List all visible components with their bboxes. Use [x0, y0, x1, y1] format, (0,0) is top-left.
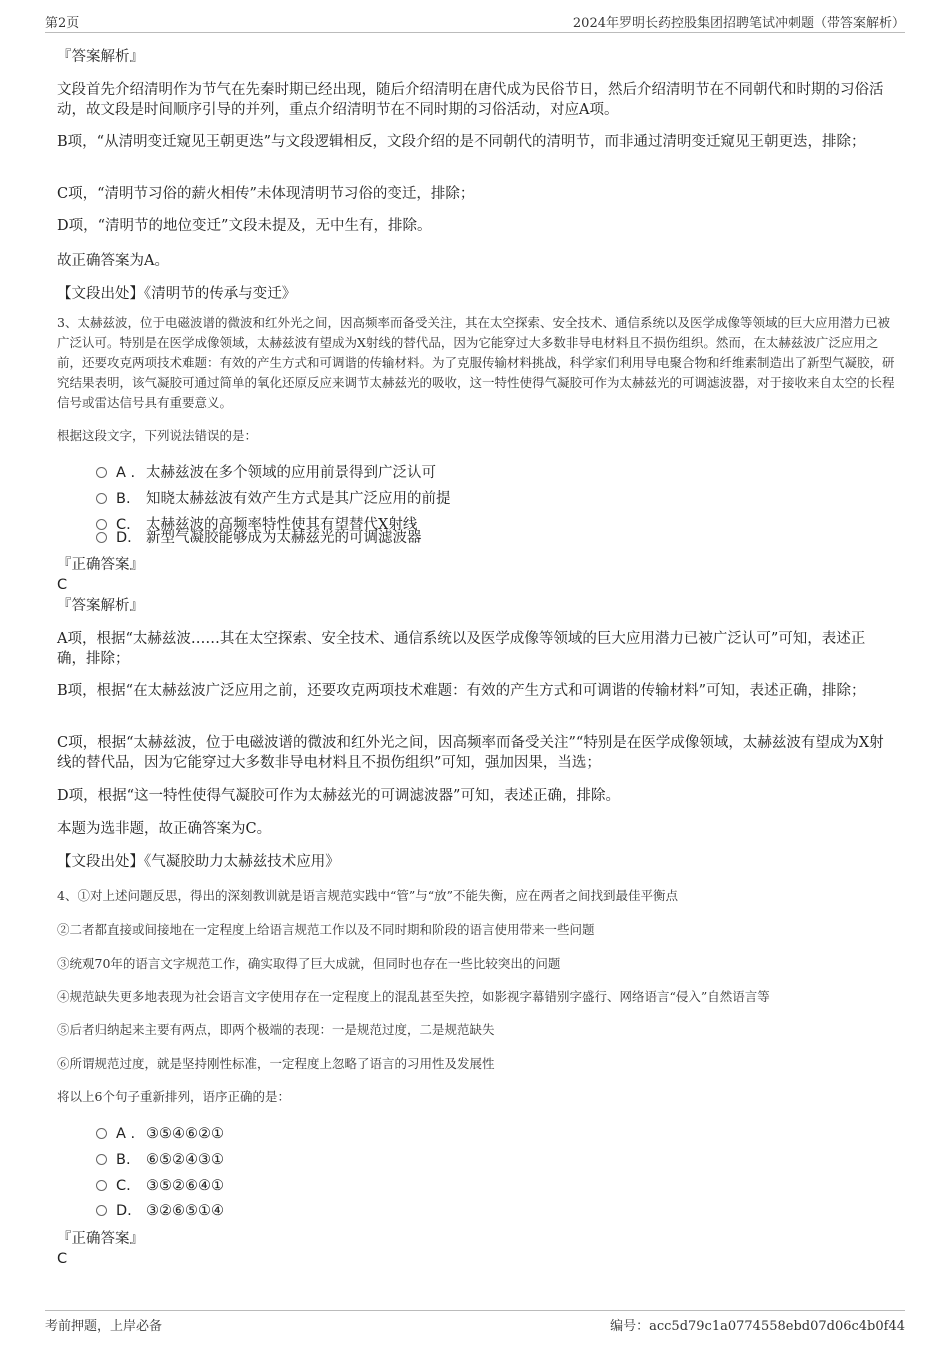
radio-icon[interactable] — [96, 1154, 107, 1165]
option-d[interactable] — [96, 528, 422, 548]
option-label: B. — [116, 1152, 131, 1168]
option-a[interactable] — [96, 1124, 224, 1144]
option-label: A . — [116, 465, 136, 481]
document-title: 2024年罗明长药控股集团招聘笔试冲刺题（带答案解析） — [572, 16, 905, 31]
answer-conclusion: 故正确答案为A。 — [57, 253, 169, 269]
option-label: D. — [116, 530, 132, 546]
sentence-6: ⑥所谓规范过度，就是坚持刚性标准，一定程度上忽略了语言的习用性及发展性 — [57, 1056, 495, 1071]
correct-answer: C — [57, 1251, 68, 1267]
analysis-paragraph: B项，根据“在太赫兹波广泛应用之前，还要攻克两项技术难题：有效的产生方式和可调谐的传输材料”可知，表述正确，排除； — [57, 683, 866, 699]
analysis-paragraph: D项，根据“这一特性使得气凝胶可作为太赫兹光的可调滤波器”可知，表述正确，排除。 — [57, 788, 620, 804]
option-text: 知晓太赫兹波有效产生方式是其广泛应用的前提 — [146, 491, 451, 507]
page-number: 第2页 — [45, 16, 80, 31]
option-b[interactable] — [96, 1150, 224, 1170]
question-prompt: 根据这段文字，下列说法错误的是： — [57, 428, 258, 443]
question-prompt: 将以上6个句子重新排列，语序正确的是： — [57, 1089, 290, 1104]
sentence-3: ③统观70年的语言文字规范工作，确实取得了巨大成就，但同时也存在一些比较突出的问题 — [57, 956, 561, 971]
passage-source: 【文段出处】《清明节的传承与变迁》 — [57, 286, 297, 302]
option-label: C. — [116, 517, 131, 533]
option-label: D. — [116, 1203, 132, 1219]
sentence-2: ②二者都直接或间接地在一定程度上给语言规范工作以及不同时期和阶段的语言使用带来一些问题 — [57, 922, 595, 937]
sentence-4: ④规范缺失更多地表现为社会语言文字使用存在一定程度上的混乱甚至失控，如影视字幕错别字盛行、网络语言“侵入”自然语言等 — [57, 989, 770, 1004]
radio-icon[interactable] — [96, 1205, 107, 1216]
radio-icon[interactable] — [96, 467, 107, 478]
radio-icon[interactable] — [96, 1180, 107, 1191]
option-text: ③⑤②⑥④① — [146, 1178, 224, 1194]
option-b[interactable] — [96, 489, 451, 509]
analysis-paragraph: B项，“从清明变迁窥见王朝更迭”与文段逻辑相反，文段介绍的是不同朝代的清明节，而非通过清明变迁窥见王朝更迭，排除； — [57, 134, 866, 150]
analysis-paragraph: A项，根据“太赫兹波……其在太空探索、安全技术、通信系统以及医学成像等领域的巨大应用潜力已被广泛认可”可知，表述正确，排除； — [57, 631, 866, 667]
option-d[interactable] — [96, 1201, 224, 1221]
analysis-paragraph: 文段首先介绍清明作为节气在先秦时期已经出现，随后介绍清明在唐代成为民俗节日，然后介绍清明节在不同朝代和时期的习俗活动，故文段是时间顺序引导的并列，重点介绍清明节在不同时期的习俗活动，对应A项。 — [57, 82, 884, 118]
passage-source: 【文段出处】《气凝胶助力太赫兹技术应用》 — [57, 854, 340, 870]
option-text: ⑥⑤②④③① — [146, 1152, 224, 1168]
analysis-label: 『答案解析』 — [57, 598, 144, 614]
option-text: 太赫兹波在多个领域的应用前景得到广泛认可 — [146, 465, 436, 481]
option-text: 太赫兹波的高频率特性使其有望替代X射线 — [146, 517, 418, 533]
answer-label: 『正确答案』 — [57, 1231, 144, 1247]
option-c[interactable] — [96, 1176, 224, 1196]
sentence-5: ⑤后者归纳起来主要有两点，即两个极端的表现：一是规范过度，二是规范缺失 — [57, 1022, 495, 1037]
question-stem: 3、太赫兹波，位于电磁波谱的微波和红外光之间，因高频率而备受关注，其在太空探索、安全技术、通信系统以及医学成像等领域的巨大应用潜力已被广泛认可。特别是在医学成像领域，太赫兹波有望成为X射线的替代品，因为它能穿过大多数非导电材料且不损伤组织。然而，在太赫兹波广泛应用之前，还要攻克两项技术难题：有效的产生方式和可调谐的传输材料。为了克服传输材料挑战，科学家们利用导电聚合物和纤维素制造出了新型气凝胶，研究结果表明，该气凝胶可通过简单的氧化还原反应来调节太赫兹光的吸收，这一特性使得气凝胶可作为太赫兹光的可调滤波器，对于接收来自太空的长程信号或雷达信号具有重要意义。 — [57, 315, 895, 410]
header-divider — [45, 32, 905, 33]
option-label: C. — [116, 1178, 131, 1194]
option-text: ③②⑥⑤①④ — [146, 1203, 224, 1219]
option-text: 新型气凝胶能够成为太赫兹光的可调滤波器 — [146, 530, 422, 546]
document-id: 编号：acc5d79c1a0774558ebd07d06c4b0f44 — [610, 1319, 905, 1334]
radio-icon[interactable] — [96, 493, 107, 504]
analysis-label: 『答案解析』 — [57, 49, 144, 65]
correct-answer: C — [57, 577, 68, 593]
answer-label: 『正确答案』 — [57, 557, 144, 573]
radio-icon[interactable] — [96, 1128, 107, 1139]
footer-divider — [45, 1310, 905, 1311]
radio-icon[interactable] — [96, 532, 107, 543]
option-text: ③⑤④⑥②① — [146, 1126, 224, 1142]
option-label: A . — [116, 1126, 136, 1142]
footer-slogan: 考前押题，上岸必备 — [45, 1319, 163, 1334]
answer-conclusion: 本题为选非题，故正确答案为C。 — [57, 821, 272, 837]
sentence-1: 4、①对上述问题反思，得出的深刻教训就是语言规范实践中“管”与“放”不能失衡，应在两者之间找到最佳平衡点 — [57, 888, 679, 903]
analysis-paragraph: C项，“清明节习俗的薪火相传”未体现清明节习俗的变迁，排除； — [57, 186, 475, 202]
analysis-paragraph: C项，根据“太赫兹波，位于电磁波谱的微波和红外光之间，因高频率而备受关注”“特别是在医学成像领域，太赫兹波有望成为X射线的替代品，因为它能穿过大多数非导电材料且不损伤组织”可知，强加因果，当选； — [57, 735, 884, 771]
analysis-paragraph: D项，“清明节的地位变迁”文段未提及，无中生有，排除。 — [57, 218, 432, 234]
option-a[interactable] — [96, 463, 436, 483]
option-label: B. — [116, 491, 131, 507]
